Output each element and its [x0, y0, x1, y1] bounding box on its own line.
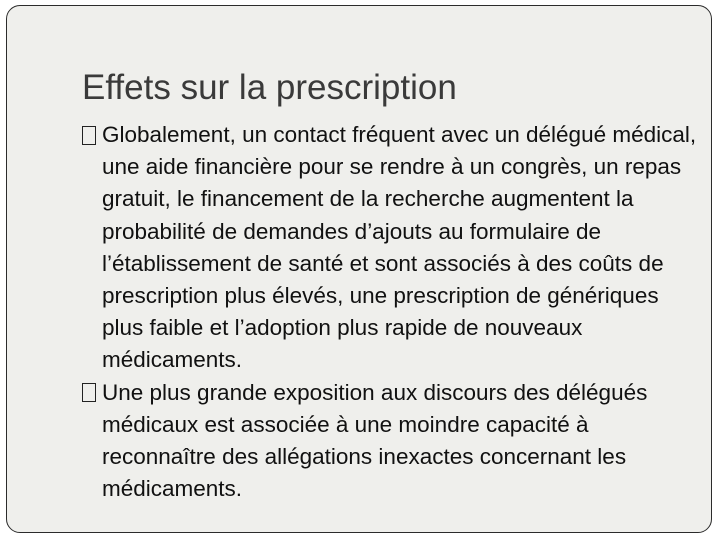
bullet-list — [82, 119, 697, 505]
bullet-text: Globalement, un contact fréquent avec un délégué médical, une aide financière pour se rendre à un congrès, un repas gratuit, le financement de la recherche augmentent la probabilité de demandes d’ajouts au formulaire de l’établissement de santé et sont associés à des coûts de prescription plus élevés, une prescription de génériques plus faible et l’adoption plus rapide de nouveaux médicaments. — [102, 122, 697, 373]
bullet-item — [82, 119, 697, 377]
bullet-marker-icon — [82, 377, 102, 409]
bullet-text: Une plus grande exposition aux discours des délégués médicaux est associée à une moindre capacité à reconnaître des allégations inexactes concernant les médicaments. — [102, 379, 648, 502]
slide — [6, 5, 712, 533]
bullet-marker-icon — [82, 119, 102, 151]
bullet-item — [82, 377, 697, 506]
slide-title: Effets sur la prescription — [82, 68, 457, 107]
